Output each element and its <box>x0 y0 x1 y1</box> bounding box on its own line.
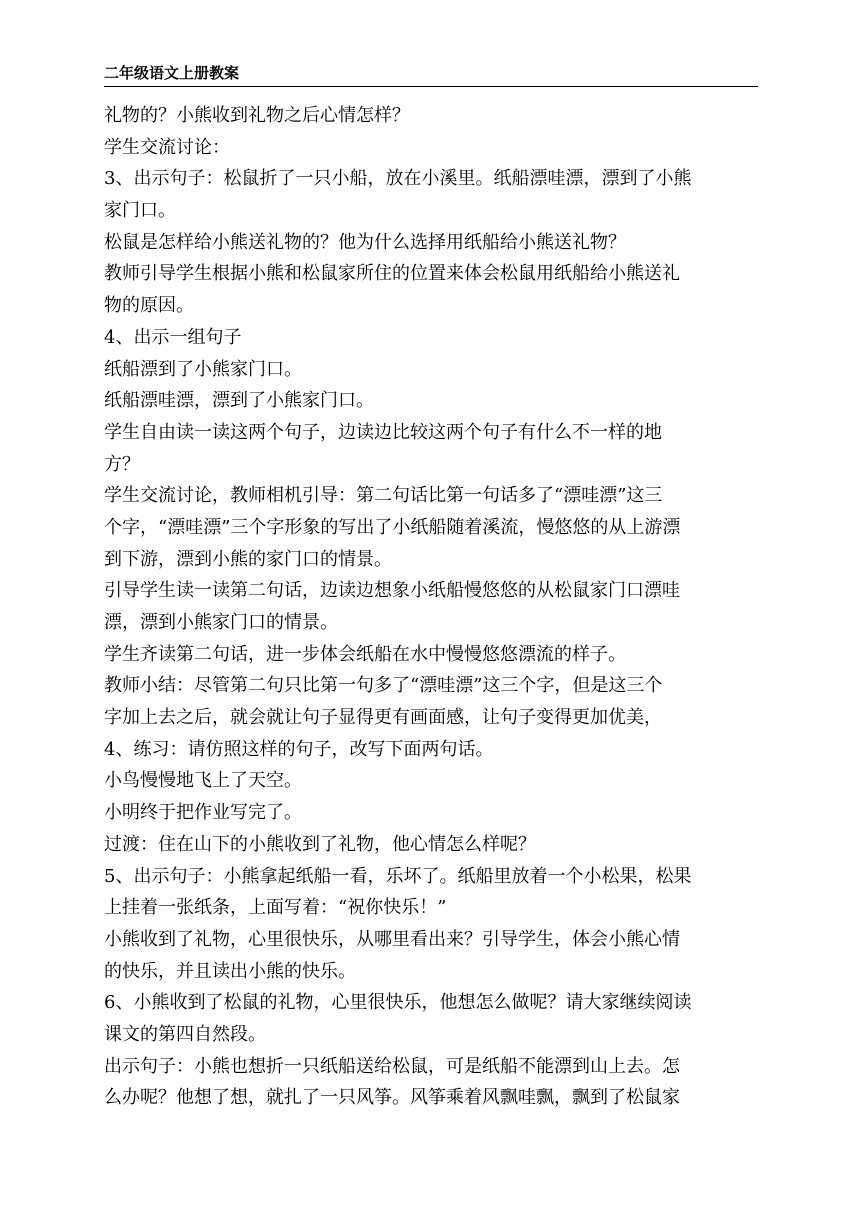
text-line: 课文的第四自然段。 <box>104 1023 266 1045</box>
text-line: 上挂着一张纸条，上面写着：“祝你快乐！” <box>104 897 447 919</box>
text-line: 纸船漂到了小熊家门口。 <box>104 358 302 380</box>
text-line: 教师引导学生根据小熊和松鼠家所住的位置来体会松鼠用纸船给小熊送礼 <box>104 263 680 285</box>
text-line: 学生交流讨论： <box>104 136 230 158</box>
text-line: 小鸟慢慢地飞上了天空。 <box>104 770 302 792</box>
text-line: 学生交流讨论，教师相机引导：第二句话比第一句话多了“漂哇漂”这三 <box>104 485 663 507</box>
page-header <box>104 60 758 87</box>
text-line: 的快乐，并且读出小熊的快乐。 <box>104 960 356 982</box>
text-line: 3、出示句子：松鼠折了一只小船，放在小溪里。纸船漂哇漂，漂到了小熊 <box>104 168 692 190</box>
text-line: 5、出示句子：小熊拿起纸船一看，乐坏了。纸船里放着一个小松果，松果 <box>104 865 692 887</box>
document-body <box>104 100 758 1114</box>
text-line: 字加上去之后，就会就让句子显得更有画面感，让句子变得更加优美， <box>104 707 662 729</box>
text-line: 学生自由读一读这两个句子，边读边比较这两个句子有什么不一样的地 <box>104 421 662 443</box>
text-line: 学生齐读第二句话，进一步体会纸船在水中慢慢悠悠漂流的样子。 <box>104 643 626 665</box>
text-line: 家门口。 <box>104 200 176 222</box>
text-line: 小明终于把作业写完了。 <box>104 802 302 824</box>
text-line: 松鼠是怎样给小熊送礼物的？他为什么选择用纸船给小熊送礼物？ <box>104 231 626 253</box>
text-line: 漂，漂到小熊家门口的情景。 <box>104 612 338 633</box>
text-line: 过渡：住在山下的小熊收到了礼物，他心情怎么样呢？ <box>104 833 536 855</box>
text-line: 么办呢？他想了想，就扎了一只风筝。风筝乘着风飘哇飘，飘到了松鼠家 <box>104 1087 680 1109</box>
text-line: 小熊收到了礼物，心里很快乐，从哪里看出来？引导学生，体会小熊心情 <box>104 928 680 950</box>
text-line: 到下游，漂到小熊的家门口的情景。 <box>104 548 392 570</box>
text-line: 物的原因。 <box>104 295 194 317</box>
text-line: 4、出示一组句子 <box>104 326 242 348</box>
text-line: 教师小结：尽管第二句只比第一句多了“漂哇漂”这三个字，但是这三个 <box>104 675 663 697</box>
header-title: 二年级语文上册教案 <box>104 64 240 82</box>
text-line: 纸船漂哇漂，漂到了小熊家门口。 <box>104 390 374 412</box>
text-line: 个字，“漂哇漂”三个字形象的写出了小纸船随着溪流，慢悠悠的从上游漂 <box>104 516 681 538</box>
text-line: 4、练习：请仿照这样的句子，改写下面两句话。 <box>104 738 494 760</box>
text-line: 出示句子：小熊也想折一只纸船送给松鼠，可是纸船不能漂到山上去。怎 <box>104 1055 680 1077</box>
text-line: 方？ <box>104 453 140 475</box>
text-line: 6、小熊收到了松鼠的礼物，心里很快乐，他想怎么做呢？请大家继续阅读 <box>104 992 692 1014</box>
text-line: 礼物的？小熊收到礼物之后心情怎样？ <box>104 105 410 126</box>
text-line: 引导学生读一读第二句话，边读边想象小纸船慢悠悠的从松鼠家门口漂哇 <box>104 580 680 602</box>
